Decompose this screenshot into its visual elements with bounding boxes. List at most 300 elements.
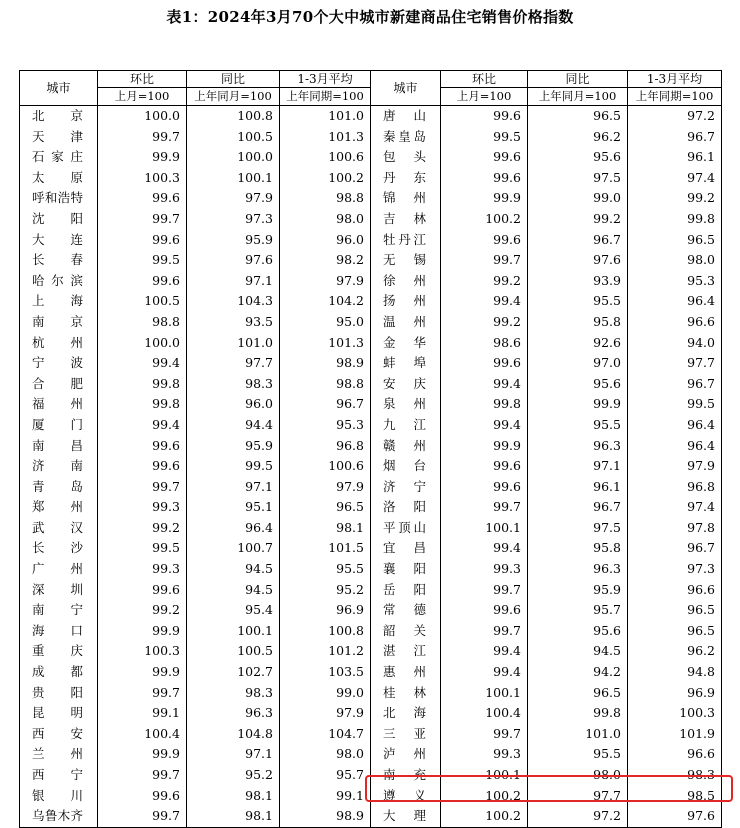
avg-value-right: 96.8 bbox=[628, 477, 722, 498]
yoy-value-right: 96.1 bbox=[528, 477, 628, 498]
table-row bbox=[20, 497, 722, 518]
yoy-value-left: 96.4 bbox=[187, 518, 280, 539]
city-name-right: 洛阳 bbox=[371, 497, 441, 518]
mom-value-left: 99.6 bbox=[98, 436, 187, 457]
avg-value-left: 98.8 bbox=[280, 374, 371, 395]
yoy-value-left: 98.3 bbox=[187, 374, 280, 395]
avg-value-left: 95.3 bbox=[280, 415, 371, 436]
yoy-value-right: 99.0 bbox=[528, 188, 628, 209]
mom-value-left: 99.7 bbox=[98, 477, 187, 498]
city-name-right: 温州 bbox=[371, 312, 441, 333]
table-row bbox=[20, 230, 722, 251]
yoy-value-right: 92.6 bbox=[528, 333, 628, 354]
yoy-value-right: 95.5 bbox=[528, 291, 628, 312]
table-row bbox=[20, 127, 722, 148]
mom-value-left: 99.2 bbox=[98, 518, 187, 539]
yoy-value-right: 94.5 bbox=[528, 641, 628, 662]
city-name-left: 福州 bbox=[20, 394, 98, 415]
avg-value-right: 95.3 bbox=[628, 271, 722, 292]
mom-value-left: 99.9 bbox=[98, 147, 187, 168]
mom-value-right: 100.1 bbox=[441, 683, 528, 704]
table-row bbox=[20, 806, 722, 827]
avg-value-left: 96.7 bbox=[280, 394, 371, 415]
header-mom-base-right: 上月=100 bbox=[441, 88, 528, 106]
yoy-value-left: 100.7 bbox=[187, 538, 280, 559]
avg-value-right: 96.6 bbox=[628, 312, 722, 333]
mom-value-right: 99.9 bbox=[441, 188, 528, 209]
avg-value-left: 95.2 bbox=[280, 580, 371, 601]
table-body bbox=[20, 106, 722, 828]
avg-value-right: 97.4 bbox=[628, 497, 722, 518]
avg-value-left: 100.8 bbox=[280, 621, 371, 642]
mom-value-right: 99.4 bbox=[441, 662, 528, 683]
table-row bbox=[20, 621, 722, 642]
city-name-left: 厦门 bbox=[20, 415, 98, 436]
yoy-value-right: 93.9 bbox=[528, 271, 628, 292]
mom-value-left: 99.8 bbox=[98, 394, 187, 415]
avg-value-left: 98.1 bbox=[280, 518, 371, 539]
city-name-right: 岳阳 bbox=[371, 580, 441, 601]
mom-value-left: 100.0 bbox=[98, 106, 187, 127]
mom-value-left: 99.6 bbox=[98, 456, 187, 477]
avg-value-right: 94.0 bbox=[628, 333, 722, 354]
avg-value-right: 100.3 bbox=[628, 703, 722, 724]
yoy-value-left: 101.0 bbox=[187, 333, 280, 354]
avg-value-right: 97.2 bbox=[628, 106, 722, 127]
yoy-value-right: 99.8 bbox=[528, 703, 628, 724]
city-name-left: 沈阳 bbox=[20, 209, 98, 230]
header-mom-right: 环比 bbox=[441, 71, 528, 88]
yoy-value-left: 100.8 bbox=[187, 106, 280, 127]
yoy-value-left: 95.9 bbox=[187, 436, 280, 457]
city-name-left: 南宁 bbox=[20, 600, 98, 621]
header-city-left: 城市 bbox=[20, 71, 98, 106]
mom-value-right: 99.9 bbox=[441, 436, 528, 457]
avg-value-left: 103.5 bbox=[280, 662, 371, 683]
yoy-value-left: 104.3 bbox=[187, 291, 280, 312]
yoy-value-left: 98.3 bbox=[187, 683, 280, 704]
avg-value-right: 96.1 bbox=[628, 147, 722, 168]
city-name-right: 北海 bbox=[371, 703, 441, 724]
avg-value-left: 101.5 bbox=[280, 538, 371, 559]
header-city-right: 城市 bbox=[371, 71, 441, 106]
city-name-right: 九江 bbox=[371, 415, 441, 436]
mom-value-right: 99.2 bbox=[441, 271, 528, 292]
yoy-value-right: 95.6 bbox=[528, 374, 628, 395]
mom-value-left: 99.3 bbox=[98, 497, 187, 518]
table-row bbox=[20, 580, 722, 601]
city-name-left: 重庆 bbox=[20, 641, 98, 662]
yoy-value-left: 97.1 bbox=[187, 477, 280, 498]
mom-value-right: 99.7 bbox=[441, 250, 528, 271]
yoy-value-left: 102.7 bbox=[187, 662, 280, 683]
table-row bbox=[20, 394, 722, 415]
avg-value-right: 96.4 bbox=[628, 291, 722, 312]
table-row bbox=[20, 106, 722, 127]
mom-value-right: 98.6 bbox=[441, 333, 528, 354]
yoy-value-right: 94.2 bbox=[528, 662, 628, 683]
yoy-value-right: 97.1 bbox=[528, 456, 628, 477]
yoy-value-left: 97.3 bbox=[187, 209, 280, 230]
yoy-value-left: 95.4 bbox=[187, 600, 280, 621]
yoy-value-left: 94.5 bbox=[187, 559, 280, 580]
mom-value-left: 99.4 bbox=[98, 353, 187, 374]
table-row bbox=[20, 312, 722, 333]
city-name-left: 南京 bbox=[20, 312, 98, 333]
table-row bbox=[20, 518, 722, 539]
city-name-right: 牡丹江 bbox=[371, 230, 441, 251]
mom-value-left: 100.4 bbox=[98, 724, 187, 745]
city-name-right: 泸州 bbox=[371, 744, 441, 765]
city-name-right: 韶关 bbox=[371, 621, 441, 642]
mom-value-right: 99.6 bbox=[441, 353, 528, 374]
avg-value-left: 101.3 bbox=[280, 127, 371, 148]
yoy-value-left: 97.1 bbox=[187, 744, 280, 765]
yoy-value-right: 96.7 bbox=[528, 230, 628, 251]
mom-value-right: 100.4 bbox=[441, 703, 528, 724]
city-name-left: 长春 bbox=[20, 250, 98, 271]
mom-value-left: 100.3 bbox=[98, 641, 187, 662]
city-name-left: 广州 bbox=[20, 559, 98, 580]
yoy-value-right: 97.2 bbox=[528, 806, 628, 827]
avg-value-right: 97.8 bbox=[628, 518, 722, 539]
mom-value-left: 99.6 bbox=[98, 230, 187, 251]
mom-value-right: 99.3 bbox=[441, 559, 528, 580]
avg-value-left: 96.0 bbox=[280, 230, 371, 251]
city-name-left: 合肥 bbox=[20, 374, 98, 395]
avg-value-right: 99.5 bbox=[628, 394, 722, 415]
mom-value-left: 100.0 bbox=[98, 333, 187, 354]
header-avg-base-right: 上年同期=100 bbox=[628, 88, 722, 106]
mom-value-left: 99.5 bbox=[98, 538, 187, 559]
table-title: 表1：2024年3月70个大中城市新建商品住宅销售价格指数 bbox=[166, 8, 574, 26]
table-row bbox=[20, 291, 722, 312]
yoy-value-right: 99.9 bbox=[528, 394, 628, 415]
avg-value-left: 101.3 bbox=[280, 333, 371, 354]
mom-value-right: 99.6 bbox=[441, 477, 528, 498]
table-row bbox=[20, 209, 722, 230]
yoy-value-left: 100.0 bbox=[187, 147, 280, 168]
avg-value-right: 97.4 bbox=[628, 168, 722, 189]
city-name-left: 南昌 bbox=[20, 436, 98, 457]
yoy-value-left: 98.1 bbox=[187, 786, 280, 807]
yoy-value-right: 96.7 bbox=[528, 497, 628, 518]
mom-value-left: 99.7 bbox=[98, 765, 187, 786]
table-row bbox=[20, 168, 722, 189]
yoy-value-left: 97.6 bbox=[187, 250, 280, 271]
city-name-right: 包头 bbox=[371, 147, 441, 168]
mom-value-left: 99.4 bbox=[98, 415, 187, 436]
mom-value-right: 100.1 bbox=[441, 518, 528, 539]
yoy-value-right: 96.2 bbox=[528, 127, 628, 148]
mom-value-right: 99.6 bbox=[441, 230, 528, 251]
avg-value-left: 100.2 bbox=[280, 168, 371, 189]
yoy-value-left: 95.1 bbox=[187, 497, 280, 518]
city-name-left: 宁波 bbox=[20, 353, 98, 374]
avg-value-left: 101.2 bbox=[280, 641, 371, 662]
mom-value-left: 98.8 bbox=[98, 312, 187, 333]
yoy-value-left: 95.9 bbox=[187, 230, 280, 251]
city-name-right: 安庆 bbox=[371, 374, 441, 395]
city-name-right: 秦皇岛 bbox=[371, 127, 441, 148]
mom-value-left: 99.1 bbox=[98, 703, 187, 724]
mom-value-right: 99.4 bbox=[441, 641, 528, 662]
city-name-right: 济宁 bbox=[371, 477, 441, 498]
yoy-value-left: 95.2 bbox=[187, 765, 280, 786]
mom-value-left: 99.6 bbox=[98, 786, 187, 807]
city-name-right: 徐州 bbox=[371, 271, 441, 292]
yoy-value-right: 98.0 bbox=[528, 765, 628, 786]
city-name-right: 金华 bbox=[371, 333, 441, 354]
avg-value-left: 99.1 bbox=[280, 786, 371, 807]
city-name-right: 常德 bbox=[371, 600, 441, 621]
mom-value-left: 99.7 bbox=[98, 806, 187, 827]
city-name-left: 银川 bbox=[20, 786, 98, 807]
yoy-value-left: 100.1 bbox=[187, 621, 280, 642]
header-avg-right: 1-3月平均 bbox=[628, 71, 722, 88]
avg-value-right: 97.3 bbox=[628, 559, 722, 580]
table-row bbox=[20, 538, 722, 559]
header-mom-left: 环比 bbox=[98, 71, 187, 88]
avg-value-right: 94.8 bbox=[628, 662, 722, 683]
city-name-left: 西安 bbox=[20, 724, 98, 745]
table-row bbox=[20, 374, 722, 395]
city-name-left: 太原 bbox=[20, 168, 98, 189]
avg-value-right: 98.5 bbox=[628, 786, 722, 807]
avg-value-left: 100.6 bbox=[280, 147, 371, 168]
table-row bbox=[20, 188, 722, 209]
city-name-right: 赣州 bbox=[371, 436, 441, 457]
avg-value-right: 96.4 bbox=[628, 436, 722, 457]
header-yoy-left: 同比 bbox=[187, 71, 280, 88]
avg-value-left: 95.5 bbox=[280, 559, 371, 580]
mom-value-left: 99.8 bbox=[98, 374, 187, 395]
table-row bbox=[20, 641, 722, 662]
avg-value-right: 97.6 bbox=[628, 806, 722, 827]
yoy-value-left: 96.3 bbox=[187, 703, 280, 724]
city-name-right: 大理 bbox=[371, 806, 441, 827]
avg-value-left: 97.9 bbox=[280, 477, 371, 498]
yoy-value-left: 104.8 bbox=[187, 724, 280, 745]
yoy-value-right: 95.9 bbox=[528, 580, 628, 601]
city-name-left: 乌鲁木齐 bbox=[20, 806, 98, 827]
yoy-value-left: 97.7 bbox=[187, 353, 280, 374]
avg-value-left: 98.9 bbox=[280, 353, 371, 374]
city-name-left: 杭州 bbox=[20, 333, 98, 354]
city-name-left: 昆明 bbox=[20, 703, 98, 724]
mom-value-right: 99.6 bbox=[441, 168, 528, 189]
city-name-right: 南充 bbox=[371, 765, 441, 786]
mom-value-right: 99.6 bbox=[441, 106, 528, 127]
yoy-value-right: 97.5 bbox=[528, 168, 628, 189]
mom-value-left: 100.3 bbox=[98, 168, 187, 189]
avg-value-right: 96.6 bbox=[628, 580, 722, 601]
avg-value-left: 98.0 bbox=[280, 209, 371, 230]
mom-value-right: 99.6 bbox=[441, 147, 528, 168]
yoy-value-right: 95.8 bbox=[528, 312, 628, 333]
yoy-value-left: 99.5 bbox=[187, 456, 280, 477]
header-mom-base-left: 上月=100 bbox=[98, 88, 187, 106]
table-row bbox=[20, 559, 722, 580]
yoy-value-right: 95.7 bbox=[528, 600, 628, 621]
yoy-value-right: 97.7 bbox=[528, 786, 628, 807]
city-name-left: 深圳 bbox=[20, 580, 98, 601]
mom-value-right: 99.5 bbox=[441, 127, 528, 148]
mom-value-left: 99.5 bbox=[98, 250, 187, 271]
city-name-right: 三亚 bbox=[371, 724, 441, 745]
price-index-table bbox=[19, 70, 722, 828]
avg-value-left: 98.2 bbox=[280, 250, 371, 271]
yoy-value-right: 99.2 bbox=[528, 209, 628, 230]
avg-value-left: 104.2 bbox=[280, 291, 371, 312]
city-name-right: 惠州 bbox=[371, 662, 441, 683]
mom-value-right: 100.2 bbox=[441, 806, 528, 827]
mom-value-right: 99.6 bbox=[441, 600, 528, 621]
city-name-right: 扬州 bbox=[371, 291, 441, 312]
mom-value-left: 99.3 bbox=[98, 559, 187, 580]
avg-value-left: 100.6 bbox=[280, 456, 371, 477]
city-name-left: 大连 bbox=[20, 230, 98, 251]
avg-value-left: 96.8 bbox=[280, 436, 371, 457]
header-yoy-right: 同比 bbox=[528, 71, 628, 88]
mom-value-left: 99.9 bbox=[98, 662, 187, 683]
avg-value-left: 95.7 bbox=[280, 765, 371, 786]
city-name-right: 丹东 bbox=[371, 168, 441, 189]
table-row bbox=[20, 353, 722, 374]
city-name-right: 蚌埠 bbox=[371, 353, 441, 374]
city-name-right: 桂林 bbox=[371, 683, 441, 704]
mom-value-right: 99.3 bbox=[441, 744, 528, 765]
avg-value-right: 96.5 bbox=[628, 600, 722, 621]
yoy-value-right: 95.6 bbox=[528, 147, 628, 168]
mom-value-right: 100.2 bbox=[441, 209, 528, 230]
city-name-left: 贵阳 bbox=[20, 683, 98, 704]
avg-value-right: 96.5 bbox=[628, 230, 722, 251]
table-row bbox=[20, 744, 722, 765]
avg-value-right: 99.8 bbox=[628, 209, 722, 230]
table-row bbox=[20, 477, 722, 498]
mom-value-left: 99.9 bbox=[98, 744, 187, 765]
yoy-value-right: 95.5 bbox=[528, 744, 628, 765]
mom-value-right: 99.8 bbox=[441, 394, 528, 415]
mom-value-left: 100.5 bbox=[98, 291, 187, 312]
city-name-left: 武汉 bbox=[20, 518, 98, 539]
yoy-value-right: 95.8 bbox=[528, 538, 628, 559]
yoy-value-right: 97.6 bbox=[528, 250, 628, 271]
avg-value-left: 99.0 bbox=[280, 683, 371, 704]
avg-value-left: 96.5 bbox=[280, 497, 371, 518]
mom-value-left: 99.2 bbox=[98, 600, 187, 621]
table-row bbox=[20, 250, 722, 271]
highlight-box bbox=[365, 775, 733, 802]
city-name-right: 湛江 bbox=[371, 641, 441, 662]
yoy-value-right: 96.5 bbox=[528, 683, 628, 704]
yoy-value-left: 94.5 bbox=[187, 580, 280, 601]
table-row bbox=[20, 600, 722, 621]
city-name-right: 泉州 bbox=[371, 394, 441, 415]
mom-value-left: 99.9 bbox=[98, 621, 187, 642]
yoy-value-right: 97.5 bbox=[528, 518, 628, 539]
city-name-right: 烟台 bbox=[371, 456, 441, 477]
avg-value-left: 96.9 bbox=[280, 600, 371, 621]
avg-value-left: 98.8 bbox=[280, 188, 371, 209]
yoy-value-left: 100.5 bbox=[187, 127, 280, 148]
city-name-left: 呼和浩特 bbox=[20, 188, 98, 209]
avg-value-left: 97.9 bbox=[280, 703, 371, 724]
mom-value-right: 99.7 bbox=[441, 724, 528, 745]
table-row bbox=[20, 147, 722, 168]
table-row bbox=[20, 456, 722, 477]
mom-value-right: 99.2 bbox=[441, 312, 528, 333]
yoy-value-left: 93.5 bbox=[187, 312, 280, 333]
header-yoy-base-left: 上年同月=100 bbox=[187, 88, 280, 106]
avg-value-right: 97.7 bbox=[628, 353, 722, 374]
mom-value-right: 100.1 bbox=[441, 765, 528, 786]
yoy-value-right: 97.0 bbox=[528, 353, 628, 374]
yoy-value-right: 101.0 bbox=[528, 724, 628, 745]
avg-value-left: 98.9 bbox=[280, 806, 371, 827]
avg-value-right: 96.6 bbox=[628, 744, 722, 765]
mom-value-left: 99.6 bbox=[98, 188, 187, 209]
mom-value-right: 99.7 bbox=[441, 580, 528, 601]
mom-value-right: 99.7 bbox=[441, 621, 528, 642]
table-row bbox=[20, 683, 722, 704]
avg-value-right: 96.7 bbox=[628, 127, 722, 148]
mom-value-left: 99.7 bbox=[98, 209, 187, 230]
mom-value-right: 99.4 bbox=[441, 291, 528, 312]
city-name-right: 襄阳 bbox=[371, 559, 441, 580]
city-name-right: 遵义 bbox=[371, 786, 441, 807]
city-name-right: 锦州 bbox=[371, 188, 441, 209]
city-name-left: 郑州 bbox=[20, 497, 98, 518]
yoy-value-left: 100.5 bbox=[187, 641, 280, 662]
table-row bbox=[20, 724, 722, 745]
city-name-left: 长沙 bbox=[20, 538, 98, 559]
avg-value-right: 96.4 bbox=[628, 415, 722, 436]
mom-value-left: 99.6 bbox=[98, 271, 187, 292]
city-name-left: 青岛 bbox=[20, 477, 98, 498]
avg-value-right: 98.0 bbox=[628, 250, 722, 271]
table-row bbox=[20, 333, 722, 354]
avg-value-left: 98.0 bbox=[280, 744, 371, 765]
yoy-value-right: 96.5 bbox=[528, 106, 628, 127]
yoy-value-left: 97.9 bbox=[187, 188, 280, 209]
mom-value-right: 99.7 bbox=[441, 497, 528, 518]
yoy-value-left: 97.1 bbox=[187, 271, 280, 292]
city-name-left: 海口 bbox=[20, 621, 98, 642]
avg-value-left: 104.7 bbox=[280, 724, 371, 745]
yoy-value-left: 94.4 bbox=[187, 415, 280, 436]
avg-value-right: 96.7 bbox=[628, 538, 722, 559]
mom-value-left: 99.6 bbox=[98, 580, 187, 601]
mom-value-right: 99.6 bbox=[441, 456, 528, 477]
avg-value-left: 95.0 bbox=[280, 312, 371, 333]
table-row bbox=[20, 436, 722, 457]
city-name-left: 上海 bbox=[20, 291, 98, 312]
table-row bbox=[20, 415, 722, 436]
city-name-right: 宜昌 bbox=[371, 538, 441, 559]
avg-value-right: 99.2 bbox=[628, 188, 722, 209]
city-name-right: 吉林 bbox=[371, 209, 441, 230]
avg-value-right: 96.2 bbox=[628, 641, 722, 662]
city-name-left: 西宁 bbox=[20, 765, 98, 786]
city-name-right: 平顶山 bbox=[371, 518, 441, 539]
yoy-value-left: 96.0 bbox=[187, 394, 280, 415]
yoy-value-left: 98.1 bbox=[187, 806, 280, 827]
avg-value-right: 96.7 bbox=[628, 374, 722, 395]
city-name-left: 济南 bbox=[20, 456, 98, 477]
header-avg-base-left: 上年同期=100 bbox=[280, 88, 371, 106]
